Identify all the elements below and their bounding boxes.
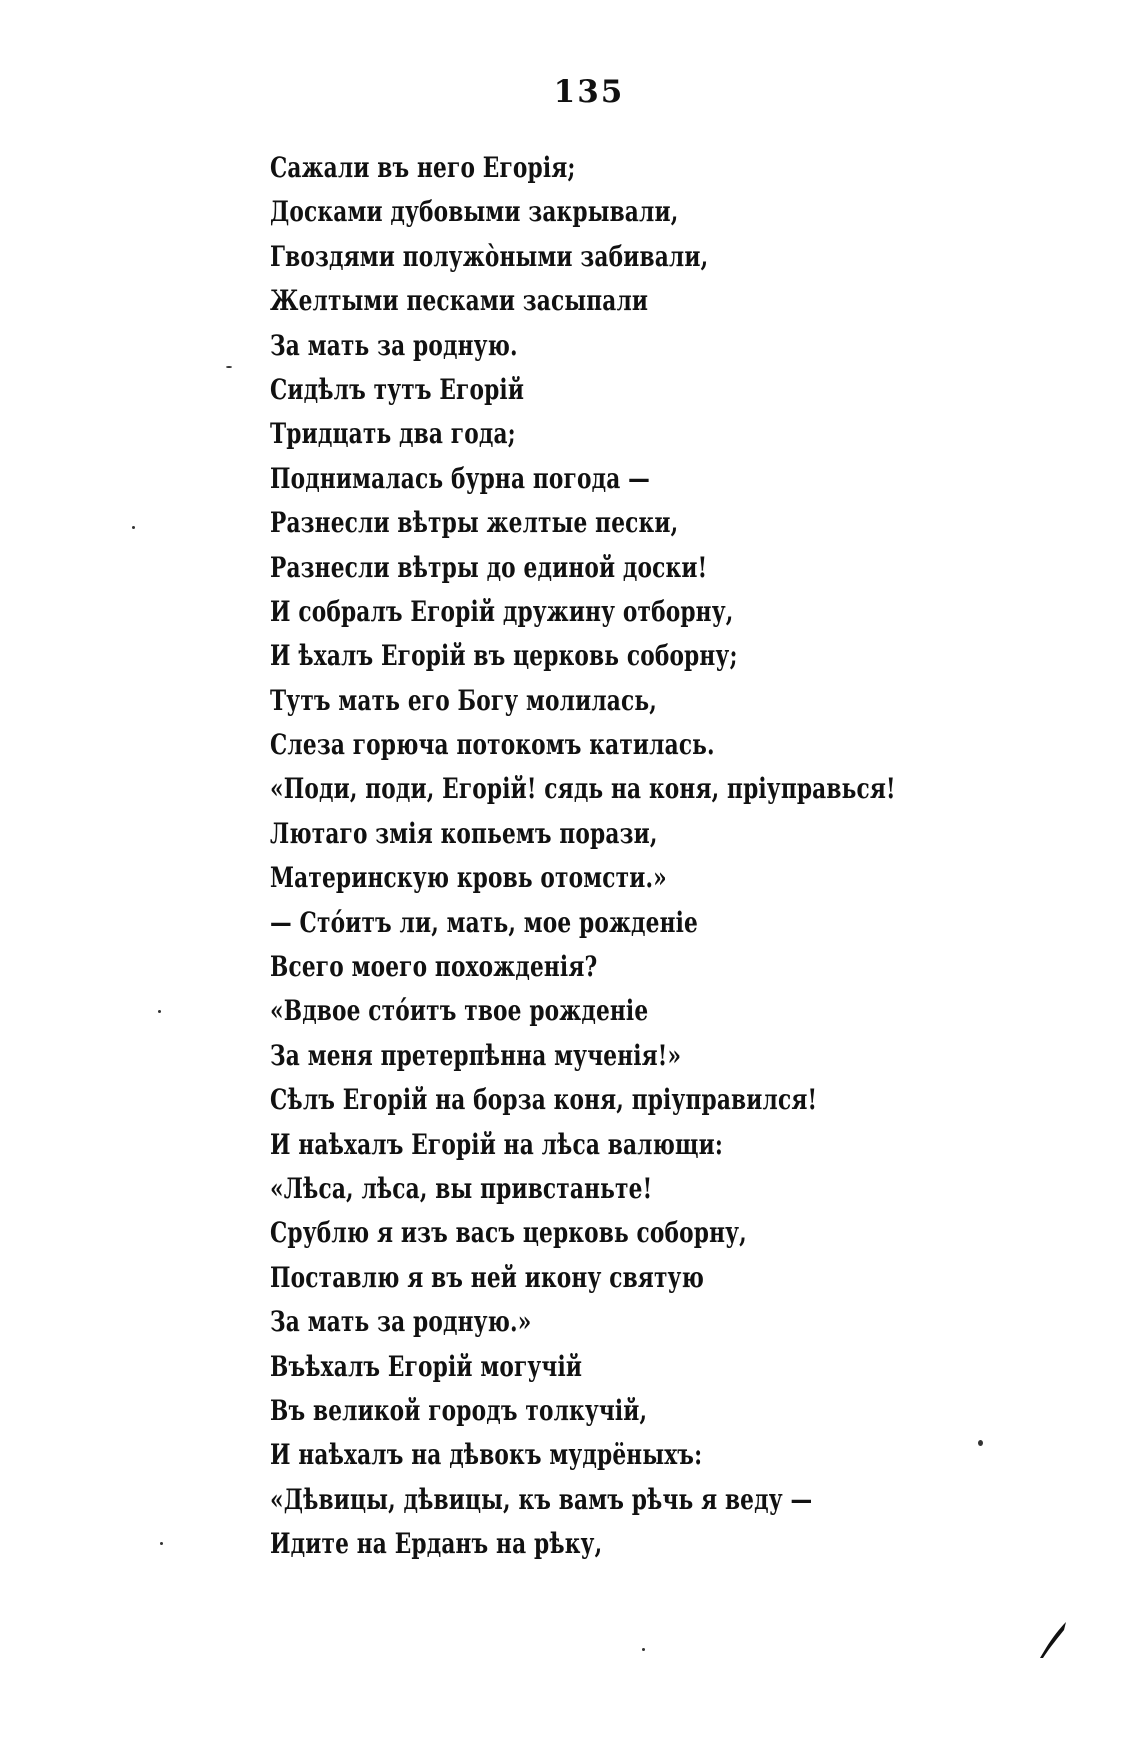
poem-line: Сѣлъ Егорій на борза коня, пріуправился! xyxy=(270,1083,818,1117)
page-number: 135 xyxy=(553,74,625,110)
poem-line: Разнесли вѣтры до единой доски! xyxy=(270,550,708,584)
poem-line: Тридцать два года; xyxy=(270,417,516,451)
poem-line: Всего моего похожденія? xyxy=(270,950,598,984)
poem-text xyxy=(270,146,998,1567)
ink-mark-icon xyxy=(1038,1620,1068,1660)
poem-line: «Вдвое сто́итъ твое рожденіе xyxy=(270,994,649,1028)
poem-line: И наѣхалъ на дѣвокъ мудрёныхъ: xyxy=(270,1438,703,1472)
poem-line: «Дѣвицы, дѣвицы, къ вамъ рѣчь я веду — xyxy=(270,1482,813,1516)
poem-line: Поставлю я въ ней икону святую xyxy=(270,1260,704,1294)
poem-line: За меня претерпѣнна мученія!» xyxy=(270,1038,682,1072)
poem-line: Сидѣлъ тутъ Егорій xyxy=(270,372,525,406)
poem-line: — Сто́итъ ли, мать, мое рожденіе xyxy=(270,905,698,939)
poem-line: Въѣхалъ Егорій могучій xyxy=(270,1349,583,1383)
poem-line: И ѣхалъ Егорій въ церковь соборну; xyxy=(270,639,738,673)
poem-line: Гвоздями полужо̀ными забивали, xyxy=(270,239,709,273)
scan-speck xyxy=(642,1648,645,1651)
poem-line: За мать за родную. xyxy=(270,328,518,362)
poem-line: Досками дубовыми закрывали, xyxy=(270,195,679,229)
poem-line: Идите на Ерданъ на рѣку, xyxy=(270,1527,603,1561)
scan-speck xyxy=(132,526,135,529)
poem-line: Желтыми песками засыпали xyxy=(270,284,649,318)
poem-line: «Поди, поди, Егорій! сядь на коня, пріуправься! xyxy=(270,772,896,806)
poem-line: Материнскую кровь отомсти.» xyxy=(270,861,667,895)
scan-speck xyxy=(158,1010,161,1013)
poem-line: И собралъ Егорій дружину отборну, xyxy=(270,594,734,628)
poem-line: Поднималась бурна погода — xyxy=(270,461,650,495)
poem-line: И наѣхалъ Егорій на лѣса валющи: xyxy=(270,1127,724,1161)
scan-speck xyxy=(978,1440,983,1446)
poem-line: «Лѣса, лѣса, вы привстаньте! xyxy=(270,1171,653,1205)
poem-line: Лютаго змія копьемъ порази, xyxy=(270,816,658,850)
poem-line: Тутъ мать его Богу молилась, xyxy=(270,683,657,717)
poem-line: За мать за родную.» xyxy=(270,1305,532,1339)
poem-line: Въ великой городъ толкучій, xyxy=(270,1393,648,1427)
poem-line: Разнесли вѣтры желтые пески, xyxy=(270,506,679,540)
scan-speck xyxy=(226,366,232,368)
poem-line: Сажали въ него Егорія; xyxy=(270,151,576,184)
poem-line: Слеза горюча потокомъ катилась. xyxy=(270,728,715,762)
poem-line: Срублю я изъ васъ церковь соборну, xyxy=(270,1216,747,1250)
scan-speck xyxy=(160,1542,163,1545)
